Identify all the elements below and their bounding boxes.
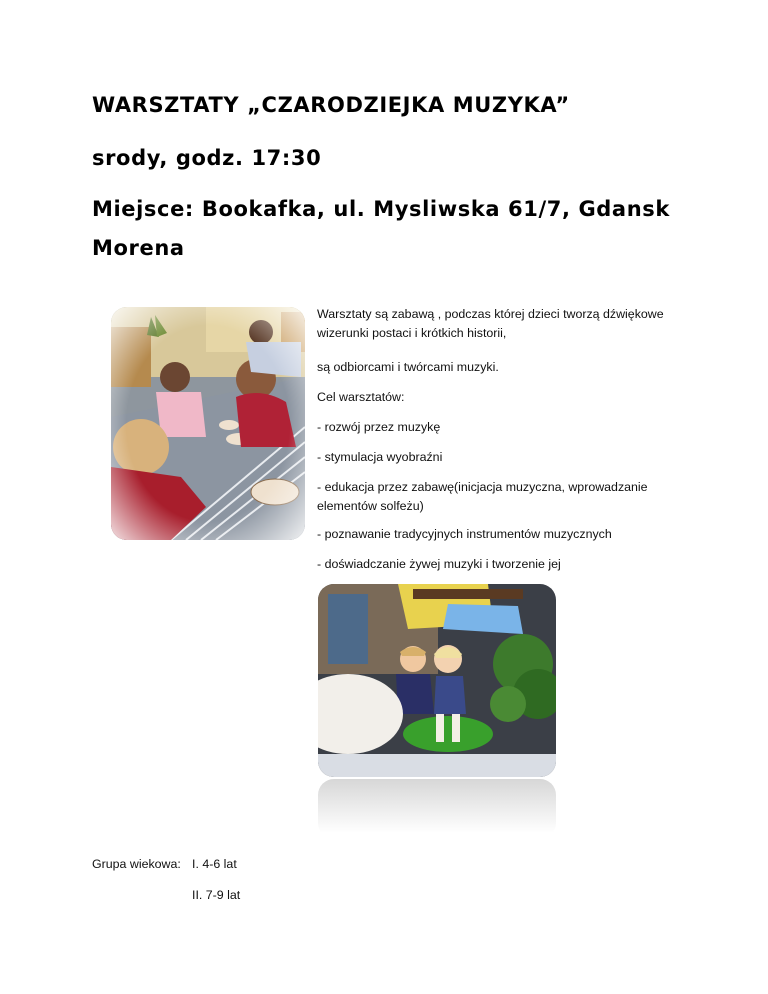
photo-reflection bbox=[318, 779, 556, 839]
schedule-heading: srody, godz. 17:30 bbox=[92, 146, 322, 170]
children-listening-photo bbox=[318, 584, 556, 777]
goal-item: - edukacja przez zabawę(inicjacja muzyczna, wprowadzanie elementów solfeżu) bbox=[317, 480, 648, 513]
age-group-item: I. 4-6 lat bbox=[192, 857, 237, 871]
place-heading: Miejsce: Bookafka, ul. Mysliwska 61/7, Gdansk bbox=[92, 197, 670, 221]
goal-item: - poznawanie tradycyjnych instrumentów muzycznych bbox=[317, 527, 612, 541]
age-group-label: Grupa wiekowa: bbox=[92, 857, 181, 871]
workshop-title: WARSZTATY „CZARODZIEJKA MUZYKA” bbox=[92, 93, 570, 117]
goals-heading: Cel warsztatów: bbox=[317, 390, 405, 404]
age-group-item: II. 7-9 lat bbox=[192, 888, 241, 902]
goal-item: - stymulacja wyobraźni bbox=[317, 450, 443, 464]
goal-item: - doświadczanie żywej muzyki i tworzenie jej bbox=[317, 557, 561, 571]
goal-item: - rozwój przez muzykę bbox=[317, 420, 441, 434]
intro-text-continued: są odbiorcami i twórcami muzyki. bbox=[317, 360, 499, 374]
intro-text: Warsztaty są zabawą , podczas której dzieci tworzą dźwiękowe wizerunki postaci i krótkich historii, bbox=[317, 307, 664, 340]
place-heading-continued: Morena bbox=[92, 236, 185, 260]
children-workshop-photo bbox=[111, 307, 305, 540]
